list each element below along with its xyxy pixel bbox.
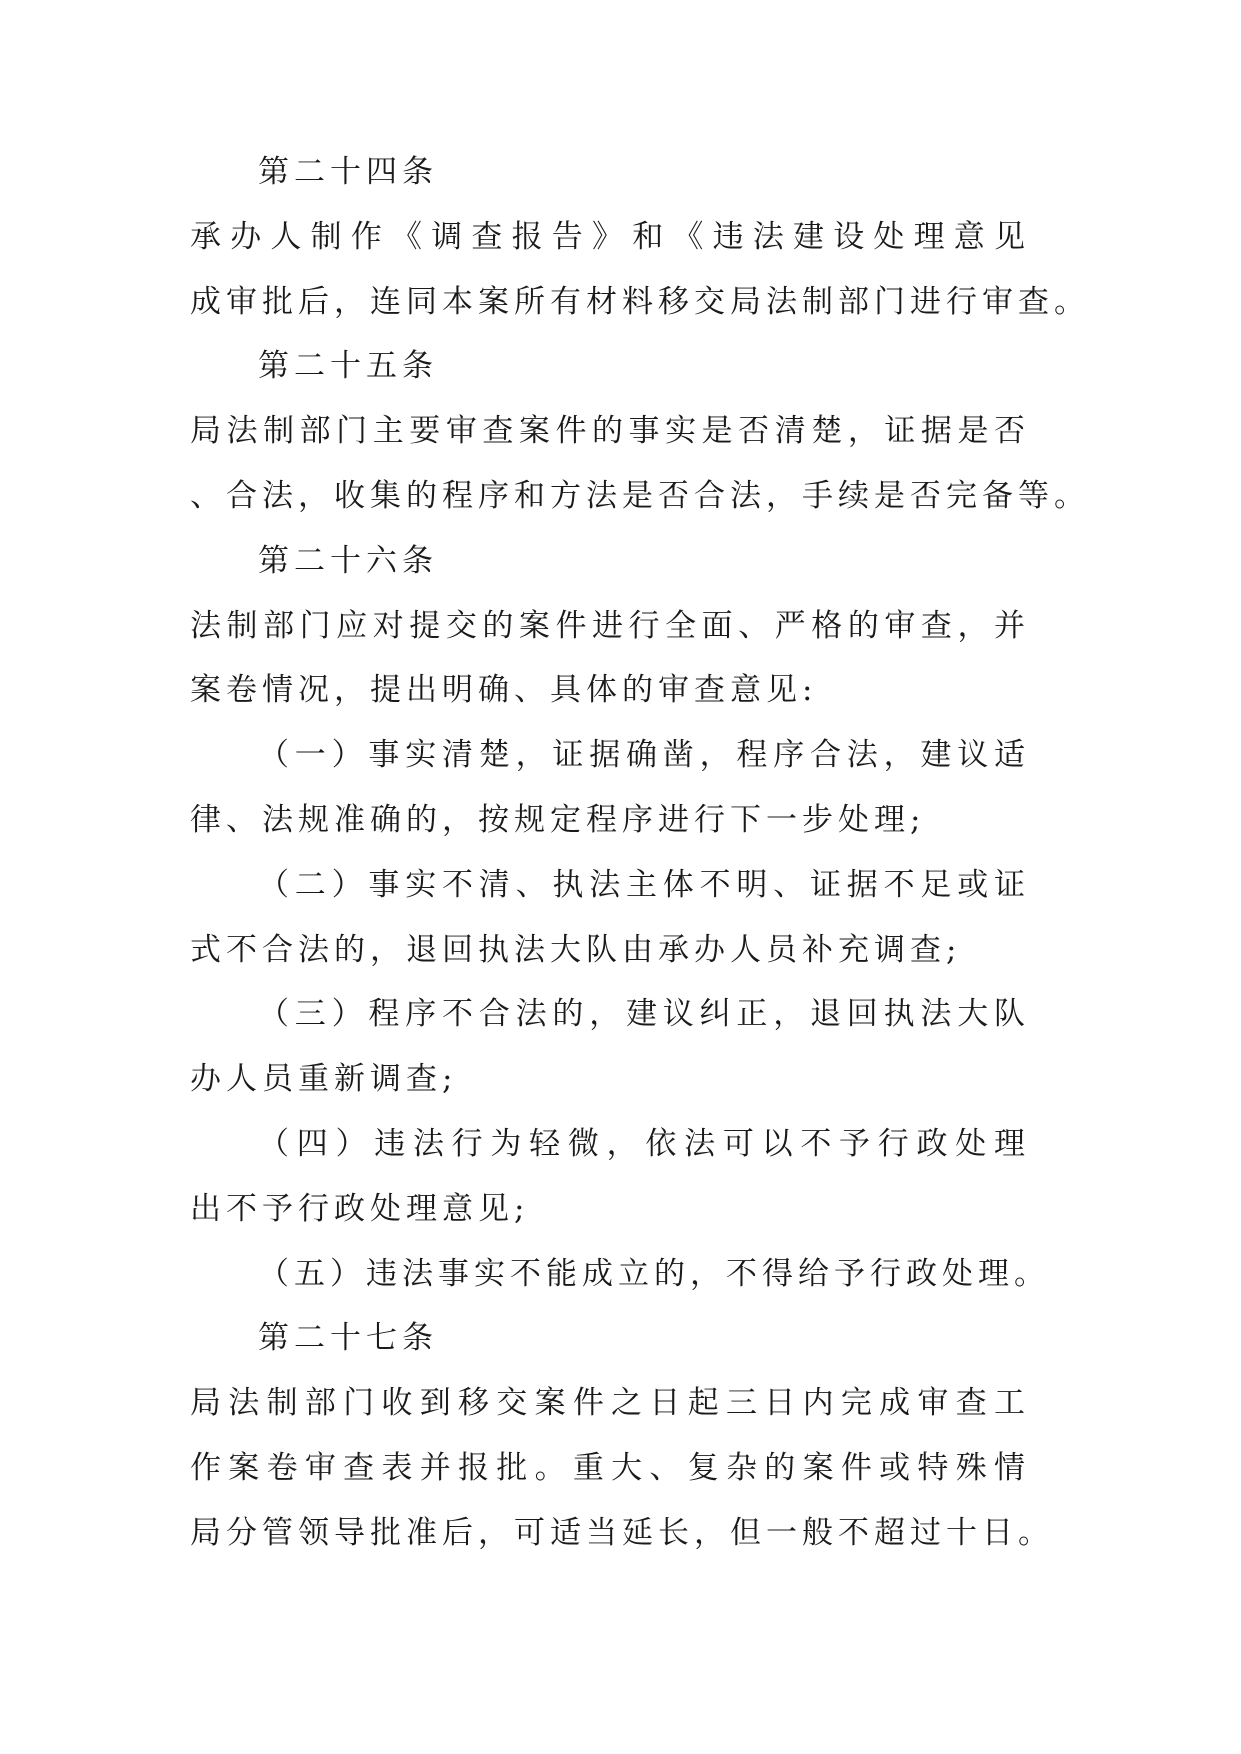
article-25-line-1: 局法制部门主要审查案件的事实是否清楚，证据是否 bbox=[190, 413, 1030, 450]
article-26-heading: 第二十六条 bbox=[258, 542, 438, 579]
article-27-line-1: 局法制部门收到移交案件之日起三日内完成审查工 bbox=[190, 1385, 1030, 1422]
article-24-line-2: 成审批后，连同本案所有材料移交局法制部门进行审查。 bbox=[190, 283, 1090, 320]
item-5-line-1: （五）违法事实不能成立的，不得给予行政处理。 bbox=[258, 1255, 1050, 1292]
article-27-line-3: 局分管领导批准后，可适当延长，但一般不超过十日。 bbox=[190, 1514, 1054, 1551]
item-4-line-2: 出不予行政处理意见; bbox=[190, 1190, 530, 1227]
article-27-heading: 第二十七条 bbox=[258, 1320, 438, 1357]
document-body bbox=[190, 140, 1090, 1566]
article-25-line-2: 、合法，收集的程序和方法是否合法，手续是否完备等。 bbox=[190, 477, 1090, 514]
item-2-line-2: 式不合法的，退回执法大队由承办人员补充调查; bbox=[190, 931, 962, 968]
item-3-line-1: （三）程序不合法的，建议纠正，退回执法大队 bbox=[258, 996, 1030, 1033]
article-24-line-1: 承办人制作《调查报告》和《违法建设处理意见 bbox=[190, 218, 1030, 255]
article-26-line-1: 法制部门应对提交的案件进行全面、严格的审查，并 bbox=[190, 607, 1030, 644]
article-26-line-2: 案卷情况，提出明确、具体的审查意见: bbox=[190, 672, 818, 709]
item-4-line-1: （四）违法行为轻微，依法可以不予行政处理 bbox=[258, 1125, 1030, 1162]
article-24-heading: 第二十四条 bbox=[258, 154, 438, 190]
item-2-line-1: （二）事实不清、执法主体不明、证据不足或证 bbox=[258, 866, 1030, 903]
item-3-line-2: 办人员重新调查; bbox=[190, 1061, 458, 1098]
item-1-line-2: 律、法规准确的，按规定程序进行下一步处理; bbox=[190, 801, 926, 838]
article-27-line-2: 作案卷审查表并报批。重大、复杂的案件或特殊情 bbox=[190, 1449, 1030, 1486]
item-1-line-1: （一）事实清楚，证据确凿，程序合法，建议适 bbox=[258, 737, 1030, 774]
article-25-heading: 第二十五条 bbox=[258, 348, 438, 385]
